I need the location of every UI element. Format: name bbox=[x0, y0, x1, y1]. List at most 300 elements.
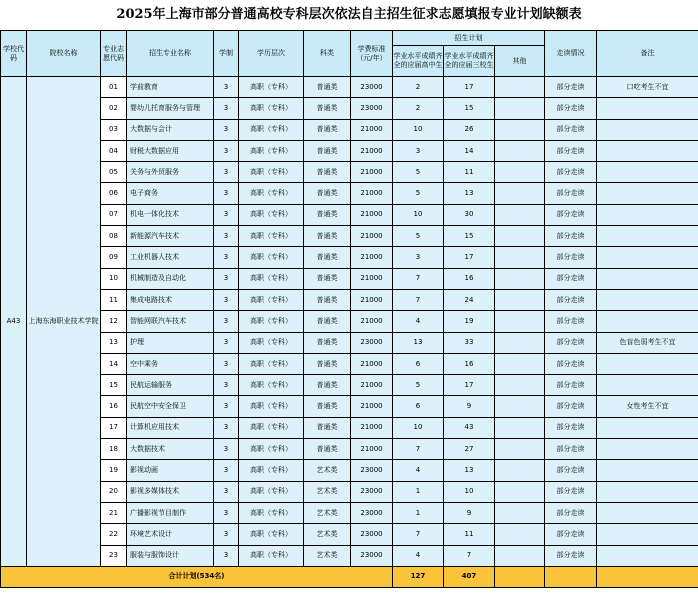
tuition-cell: 21000 bbox=[351, 311, 393, 332]
plan-a-cell: 4 bbox=[393, 311, 444, 332]
plan-other-cell bbox=[495, 247, 545, 268]
plan-a-cell: 5 bbox=[393, 226, 444, 247]
table-row bbox=[1, 119, 698, 140]
plan-other-cell bbox=[495, 375, 545, 396]
plan-b-cell: 17 bbox=[444, 375, 495, 396]
plan-b-cell: 15 bbox=[444, 98, 495, 119]
table-row bbox=[1, 98, 698, 119]
plan-other-cell bbox=[495, 332, 545, 353]
major-name-cell: 关务与外贸服务 bbox=[127, 162, 214, 183]
category-cell: 普通类 bbox=[304, 439, 351, 460]
tuition-cell: 23000 bbox=[351, 77, 393, 98]
plan-b-cell: 13 bbox=[444, 183, 495, 204]
major-name-cell: 大数据与会计 bbox=[127, 119, 214, 140]
plan-other-cell bbox=[495, 77, 545, 98]
major-code-cell: 05 bbox=[101, 162, 127, 183]
major-name-cell: 影视多媒体技术 bbox=[127, 481, 214, 502]
tuition-cell: 21000 bbox=[351, 162, 393, 183]
header-years: 学制 bbox=[214, 31, 239, 77]
category-cell: 艺术类 bbox=[304, 545, 351, 566]
tuition-cell: 23000 bbox=[351, 460, 393, 481]
plan-other-cell bbox=[495, 481, 545, 502]
plan-a-cell: 5 bbox=[393, 375, 444, 396]
major-code-cell: 22 bbox=[101, 524, 127, 545]
commute-cell: 部分走读 bbox=[545, 289, 597, 310]
table-row bbox=[1, 77, 698, 98]
category-cell: 普通类 bbox=[304, 77, 351, 98]
years-cell: 3 bbox=[214, 98, 239, 119]
header-remark: 备注 bbox=[597, 31, 698, 77]
level-cell: 高职（专科） bbox=[239, 311, 304, 332]
level-cell: 高职（专科） bbox=[239, 247, 304, 268]
years-cell: 3 bbox=[214, 417, 239, 438]
remark-cell bbox=[597, 311, 698, 332]
level-cell: 高职（专科） bbox=[239, 375, 304, 396]
major-name-cell: 环境艺术设计 bbox=[127, 524, 214, 545]
tuition-cell: 21000 bbox=[351, 375, 393, 396]
commute-cell: 部分走读 bbox=[545, 481, 597, 502]
category-cell: 普通类 bbox=[304, 204, 351, 225]
plan-b-cell: 10 bbox=[444, 481, 495, 502]
level-cell: 高职（专科） bbox=[239, 332, 304, 353]
major-name-cell: 机电一体化技术 bbox=[127, 204, 214, 225]
major-code-cell: 18 bbox=[101, 439, 127, 460]
plan-a-cell: 3 bbox=[393, 247, 444, 268]
tuition-cell: 21000 bbox=[351, 439, 393, 460]
plan-b-cell: 11 bbox=[444, 524, 495, 545]
total-label: 合计计划(534名) bbox=[1, 566, 393, 587]
table-row bbox=[1, 289, 698, 310]
level-cell: 高职（专科） bbox=[239, 502, 304, 523]
years-cell: 3 bbox=[214, 481, 239, 502]
table-row bbox=[1, 460, 698, 481]
plan-a-cell: 10 bbox=[393, 119, 444, 140]
plan-a-cell: 6 bbox=[393, 353, 444, 374]
plan-other-cell bbox=[495, 204, 545, 225]
table-row bbox=[1, 524, 698, 545]
plan-b-cell: 16 bbox=[444, 353, 495, 374]
commute-cell: 部分走读 bbox=[545, 204, 597, 225]
category-cell: 普通类 bbox=[304, 140, 351, 161]
plan-other-cell bbox=[495, 289, 545, 310]
tuition-cell: 23000 bbox=[351, 502, 393, 523]
table-row bbox=[1, 247, 698, 268]
years-cell: 3 bbox=[214, 119, 239, 140]
plan-a-cell: 2 bbox=[393, 77, 444, 98]
major-code-cell: 15 bbox=[101, 375, 127, 396]
tuition-cell: 23000 bbox=[351, 545, 393, 566]
plan-b-cell: 16 bbox=[444, 268, 495, 289]
plan-b-cell: 17 bbox=[444, 247, 495, 268]
tuition-cell: 23000 bbox=[351, 98, 393, 119]
total-remark bbox=[597, 566, 698, 587]
tuition-cell: 23000 bbox=[351, 481, 393, 502]
school-code-cell: A43 bbox=[1, 77, 27, 567]
major-code-cell: 04 bbox=[101, 140, 127, 161]
major-name-cell: 服装与服饰设计 bbox=[127, 545, 214, 566]
plan-a-cell: 1 bbox=[393, 481, 444, 502]
remark-cell bbox=[597, 162, 698, 183]
remark-cell bbox=[597, 502, 698, 523]
remark-cell bbox=[597, 247, 698, 268]
plan-a-cell: 2 bbox=[393, 98, 444, 119]
table-row bbox=[1, 545, 698, 566]
years-cell: 3 bbox=[214, 353, 239, 374]
years-cell: 3 bbox=[214, 332, 239, 353]
plan-b-cell: 19 bbox=[444, 311, 495, 332]
tuition-cell: 21000 bbox=[351, 396, 393, 417]
major-name-cell: 计算机应用技术 bbox=[127, 417, 214, 438]
category-cell: 普通类 bbox=[304, 226, 351, 247]
table-row bbox=[1, 183, 698, 204]
table-row bbox=[1, 268, 698, 289]
commute-cell: 部分走读 bbox=[545, 524, 597, 545]
plan-a-cell: 1 bbox=[393, 502, 444, 523]
plan-other-cell bbox=[495, 98, 545, 119]
level-cell: 高职（专科） bbox=[239, 226, 304, 247]
years-cell: 3 bbox=[214, 289, 239, 310]
plan-b-cell: 7 bbox=[444, 545, 495, 566]
years-cell: 3 bbox=[214, 162, 239, 183]
category-cell: 艺术类 bbox=[304, 481, 351, 502]
plan-a-cell: 7 bbox=[393, 439, 444, 460]
major-name-cell: 学前教育 bbox=[127, 77, 214, 98]
category-cell: 普通类 bbox=[304, 417, 351, 438]
plan-other-cell bbox=[495, 502, 545, 523]
header-level: 学历层次 bbox=[239, 31, 304, 77]
plan-other-cell bbox=[495, 140, 545, 161]
plan-a-cell: 10 bbox=[393, 204, 444, 225]
category-cell: 普通类 bbox=[304, 247, 351, 268]
plan-other-cell bbox=[495, 524, 545, 545]
table-row bbox=[1, 140, 698, 161]
major-name-cell: 影视动画 bbox=[127, 460, 214, 481]
years-cell: 3 bbox=[214, 247, 239, 268]
years-cell: 3 bbox=[214, 183, 239, 204]
remark-cell bbox=[597, 226, 698, 247]
plan-other-cell bbox=[495, 268, 545, 289]
level-cell: 高职（专科） bbox=[239, 140, 304, 161]
level-cell: 高职（专科） bbox=[239, 119, 304, 140]
major-name-cell: 财税大数据应用 bbox=[127, 140, 214, 161]
plan-b-cell: 9 bbox=[444, 502, 495, 523]
years-cell: 3 bbox=[214, 524, 239, 545]
major-name-cell: 婴幼儿托育服务与管理 bbox=[127, 98, 214, 119]
major-code-cell: 10 bbox=[101, 268, 127, 289]
tuition-cell: 23000 bbox=[351, 524, 393, 545]
plan-other-cell bbox=[495, 396, 545, 417]
tuition-cell: 21000 bbox=[351, 204, 393, 225]
category-cell: 普通类 bbox=[304, 98, 351, 119]
plan-other-cell bbox=[495, 226, 545, 247]
table-row bbox=[1, 353, 698, 374]
years-cell: 3 bbox=[214, 311, 239, 332]
plan-a-cell: 6 bbox=[393, 396, 444, 417]
tuition-cell: 21000 bbox=[351, 247, 393, 268]
remark-cell bbox=[597, 417, 698, 438]
remark-cell bbox=[597, 375, 698, 396]
plan-a-cell: 4 bbox=[393, 460, 444, 481]
total-commute bbox=[545, 566, 597, 587]
major-code-cell: 19 bbox=[101, 460, 127, 481]
major-name-cell: 电子商务 bbox=[127, 183, 214, 204]
commute-cell: 部分走读 bbox=[545, 162, 597, 183]
plan-b-cell: 14 bbox=[444, 140, 495, 161]
commute-cell: 部分走读 bbox=[545, 375, 597, 396]
commute-cell: 部分走读 bbox=[545, 460, 597, 481]
plan-b-cell: 15 bbox=[444, 226, 495, 247]
commute-cell: 部分走读 bbox=[545, 183, 597, 204]
plan-other-cell bbox=[495, 439, 545, 460]
plan-a-cell: 7 bbox=[393, 289, 444, 310]
remark-cell bbox=[597, 289, 698, 310]
remark-cell bbox=[597, 268, 698, 289]
major-code-cell: 09 bbox=[101, 247, 127, 268]
table-row bbox=[1, 502, 698, 523]
level-cell: 高职（专科） bbox=[239, 183, 304, 204]
plan-b-cell: 30 bbox=[444, 204, 495, 225]
header-major-code: 专业志愿代码 bbox=[101, 31, 127, 77]
plan-b-cell: 26 bbox=[444, 119, 495, 140]
years-cell: 3 bbox=[214, 226, 239, 247]
header-plan-a: 学业水平成绩齐全的应届高中生 bbox=[393, 46, 444, 77]
major-code-cell: 17 bbox=[101, 417, 127, 438]
category-cell: 普通类 bbox=[304, 332, 351, 353]
plan-other-cell bbox=[495, 460, 545, 481]
years-cell: 3 bbox=[214, 502, 239, 523]
plan-table bbox=[0, 30, 698, 588]
header-school-name: 院校名称 bbox=[27, 31, 101, 77]
page-title: 2025年上海市部分普通高校专科层次依法自主招生征求志愿填报专业计划缺额表 bbox=[116, 7, 582, 22]
years-cell: 3 bbox=[214, 140, 239, 161]
years-cell: 3 bbox=[214, 375, 239, 396]
plan-other-cell bbox=[495, 162, 545, 183]
commute-cell: 部分走读 bbox=[545, 226, 597, 247]
level-cell: 高职（专科） bbox=[239, 268, 304, 289]
major-code-cell: 02 bbox=[101, 98, 127, 119]
major-name-cell: 大数据技术 bbox=[127, 439, 214, 460]
years-cell: 3 bbox=[214, 204, 239, 225]
table-row bbox=[1, 162, 698, 183]
plan-a-cell: 10 bbox=[393, 417, 444, 438]
major-code-cell: 01 bbox=[101, 77, 127, 98]
plan-b-cell: 9 bbox=[444, 396, 495, 417]
school-name-cell: 上海东海职业技术学院 bbox=[27, 77, 101, 567]
years-cell: 3 bbox=[214, 439, 239, 460]
remark-cell bbox=[597, 524, 698, 545]
commute-cell: 部分走读 bbox=[545, 502, 597, 523]
plan-b-cell: 17 bbox=[444, 77, 495, 98]
category-cell: 普通类 bbox=[304, 311, 351, 332]
remark-cell bbox=[597, 481, 698, 502]
years-cell: 3 bbox=[214, 77, 239, 98]
commute-cell: 部分走读 bbox=[545, 98, 597, 119]
header-category: 科类 bbox=[304, 31, 351, 77]
remark-cell bbox=[597, 439, 698, 460]
tuition-cell: 21000 bbox=[351, 183, 393, 204]
level-cell: 高职（专科） bbox=[239, 289, 304, 310]
major-code-cell: 07 bbox=[101, 204, 127, 225]
major-name-cell: 空中乘务 bbox=[127, 353, 214, 374]
years-cell: 3 bbox=[214, 545, 239, 566]
plan-a-cell: 5 bbox=[393, 162, 444, 183]
commute-cell: 部分走读 bbox=[545, 545, 597, 566]
major-name-cell: 智能网联汽车技术 bbox=[127, 311, 214, 332]
category-cell: 艺术类 bbox=[304, 460, 351, 481]
tuition-cell: 21000 bbox=[351, 119, 393, 140]
plan-other-cell bbox=[495, 119, 545, 140]
header-tuition: 学费标准（元/年） bbox=[351, 31, 393, 77]
remark-cell: 色盲色弱考生不宜 bbox=[597, 332, 698, 353]
table-row bbox=[1, 439, 698, 460]
table-row bbox=[1, 226, 698, 247]
level-cell: 高职（专科） bbox=[239, 162, 304, 183]
remark-cell bbox=[597, 460, 698, 481]
plan-a-cell: 7 bbox=[393, 524, 444, 545]
major-name-cell: 机械制造及自动化 bbox=[127, 268, 214, 289]
plan-b-cell: 43 bbox=[444, 417, 495, 438]
level-cell: 高职（专科） bbox=[239, 77, 304, 98]
commute-cell: 部分走读 bbox=[545, 247, 597, 268]
commute-cell: 部分走读 bbox=[545, 119, 597, 140]
major-code-cell: 13 bbox=[101, 332, 127, 353]
major-code-cell: 11 bbox=[101, 289, 127, 310]
total-row bbox=[1, 566, 698, 587]
major-code-cell: 08 bbox=[101, 226, 127, 247]
major-name-cell: 民航空中安全保卫 bbox=[127, 396, 214, 417]
remark-cell bbox=[597, 119, 698, 140]
category-cell: 普通类 bbox=[304, 353, 351, 374]
level-cell: 高职（专科） bbox=[239, 481, 304, 502]
header-plan-other: 其他 bbox=[495, 46, 545, 77]
total-plan-a: 127 bbox=[393, 566, 444, 587]
plan-a-cell: 13 bbox=[393, 332, 444, 353]
remark-cell bbox=[597, 353, 698, 374]
major-code-cell: 21 bbox=[101, 502, 127, 523]
plan-b-cell: 13 bbox=[444, 460, 495, 481]
tuition-cell: 21000 bbox=[351, 268, 393, 289]
level-cell: 高职（专科） bbox=[239, 524, 304, 545]
total-plan-b: 407 bbox=[444, 566, 495, 587]
table-row bbox=[1, 332, 698, 353]
table-row bbox=[1, 204, 698, 225]
level-cell: 高职（专科） bbox=[239, 460, 304, 481]
category-cell: 普通类 bbox=[304, 119, 351, 140]
category-cell: 艺术类 bbox=[304, 524, 351, 545]
table-row bbox=[1, 481, 698, 502]
major-name-cell: 工业机器人技术 bbox=[127, 247, 214, 268]
plan-other-cell bbox=[495, 311, 545, 332]
major-code-cell: 14 bbox=[101, 353, 127, 374]
header-plan: 招生计划 bbox=[393, 31, 545, 46]
category-cell: 艺术类 bbox=[304, 502, 351, 523]
category-cell: 普通类 bbox=[304, 268, 351, 289]
plan-b-cell: 27 bbox=[444, 439, 495, 460]
commute-cell: 部分走读 bbox=[545, 353, 597, 374]
commute-cell: 部分走读 bbox=[545, 311, 597, 332]
commute-cell: 部分走读 bbox=[545, 396, 597, 417]
major-code-cell: 16 bbox=[101, 396, 127, 417]
commute-cell: 部分走读 bbox=[545, 77, 597, 98]
remark-cell bbox=[597, 98, 698, 119]
header-major-name: 招生专业名称 bbox=[127, 31, 214, 77]
level-cell: 高职（专科） bbox=[239, 98, 304, 119]
level-cell: 高职（专科） bbox=[239, 417, 304, 438]
remark-cell bbox=[597, 183, 698, 204]
tuition-cell: 21000 bbox=[351, 140, 393, 161]
plan-a-cell: 5 bbox=[393, 183, 444, 204]
plan-a-cell: 7 bbox=[393, 268, 444, 289]
level-cell: 高职（专科） bbox=[239, 439, 304, 460]
remark-cell: 女性考生不宜 bbox=[597, 396, 698, 417]
plan-other-cell bbox=[495, 545, 545, 566]
remark-cell: 口吃考生不宜 bbox=[597, 77, 698, 98]
level-cell: 高职（专科） bbox=[239, 353, 304, 374]
plan-other-cell bbox=[495, 183, 545, 204]
major-code-cell: 20 bbox=[101, 481, 127, 502]
plan-a-cell: 3 bbox=[393, 140, 444, 161]
commute-cell: 部分走读 bbox=[545, 417, 597, 438]
commute-cell: 部分走读 bbox=[545, 439, 597, 460]
total-plan-other bbox=[495, 566, 545, 587]
major-code-cell: 03 bbox=[101, 119, 127, 140]
table-body bbox=[1, 77, 698, 588]
plan-other-cell bbox=[495, 353, 545, 374]
level-cell: 高职（专科） bbox=[239, 396, 304, 417]
table-row bbox=[1, 396, 698, 417]
tuition-cell: 21000 bbox=[351, 289, 393, 310]
years-cell: 3 bbox=[214, 460, 239, 481]
tuition-cell: 21000 bbox=[351, 417, 393, 438]
remark-cell bbox=[597, 140, 698, 161]
remark-cell bbox=[597, 545, 698, 566]
major-name-cell: 护理 bbox=[127, 332, 214, 353]
plan-b-cell: 11 bbox=[444, 162, 495, 183]
header-commute: 走读情况 bbox=[545, 31, 597, 77]
major-name-cell: 广播影视节目制作 bbox=[127, 502, 214, 523]
major-code-cell: 23 bbox=[101, 545, 127, 566]
commute-cell: 部分走读 bbox=[545, 140, 597, 161]
category-cell: 普通类 bbox=[304, 396, 351, 417]
commute-cell: 部分走读 bbox=[545, 268, 597, 289]
category-cell: 普通类 bbox=[304, 183, 351, 204]
remark-cell bbox=[597, 204, 698, 225]
level-cell: 高职（专科） bbox=[239, 204, 304, 225]
major-name-cell: 民航运输服务 bbox=[127, 375, 214, 396]
level-cell: 高职（专科） bbox=[239, 545, 304, 566]
header-plan-b: 学业水平成绩齐全的应届三校生 bbox=[444, 46, 495, 77]
tuition-cell: 23000 bbox=[351, 332, 393, 353]
years-cell: 3 bbox=[214, 268, 239, 289]
category-cell: 普通类 bbox=[304, 375, 351, 396]
table-row bbox=[1, 375, 698, 396]
tuition-cell: 21000 bbox=[351, 353, 393, 374]
table-row bbox=[1, 311, 698, 332]
years-cell: 3 bbox=[214, 396, 239, 417]
table-row bbox=[1, 417, 698, 438]
major-code-cell: 12 bbox=[101, 311, 127, 332]
category-cell: 普通类 bbox=[304, 289, 351, 310]
major-code-cell: 06 bbox=[101, 183, 127, 204]
plan-other-cell bbox=[495, 417, 545, 438]
commute-cell: 部分走读 bbox=[545, 332, 597, 353]
major-name-cell: 集成电路技术 bbox=[127, 289, 214, 310]
header-school-code: 学校代码 bbox=[1, 31, 27, 77]
plan-a-cell: 4 bbox=[393, 545, 444, 566]
tuition-cell: 21000 bbox=[351, 226, 393, 247]
major-name-cell: 新能源汽车技术 bbox=[127, 226, 214, 247]
plan-b-cell: 33 bbox=[444, 332, 495, 353]
